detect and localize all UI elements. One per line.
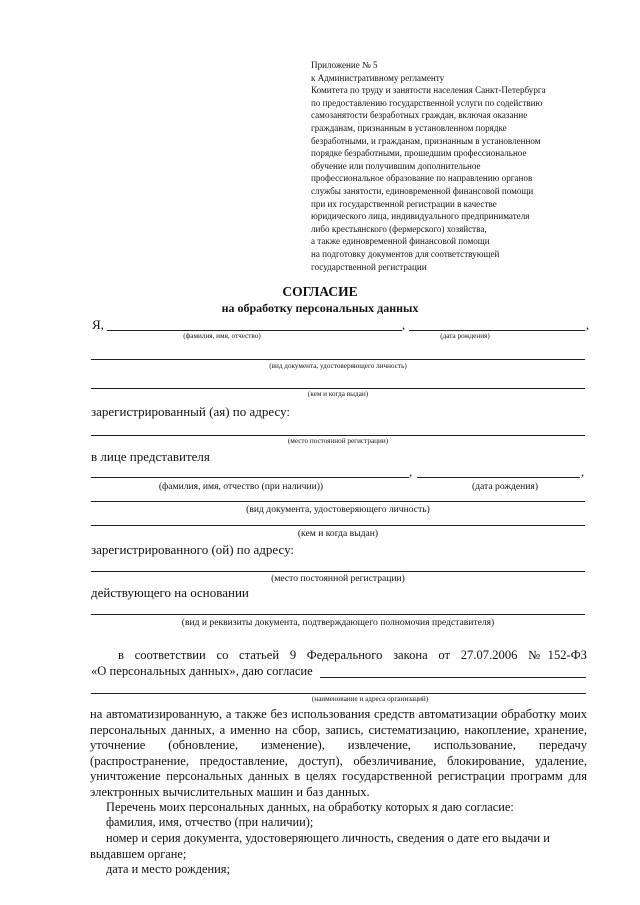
appendix-line: Комитета по труду и занятости населения Санкт-Петербурга bbox=[311, 85, 546, 96]
ya-label: Я, bbox=[92, 317, 104, 332]
appendix-line: порядке безработными, прошедшим профессиональное bbox=[311, 148, 527, 159]
fio-caption: (фамилия, имя, отчество) bbox=[183, 332, 261, 340]
appendix-line: на подготовку документов для соответствующей bbox=[311, 248, 500, 259]
birthdate-caption: (дата рождения) bbox=[440, 332, 490, 340]
document-subtitle: на обработку персональных данных bbox=[221, 301, 419, 315]
authority-document-caption: (вид и реквизиты документа, подтверждающего полномочия представителя) bbox=[181, 617, 495, 628]
appendix-line: службы занятости, единовременной финансовой помощи bbox=[311, 185, 534, 196]
appendix-line: либо крестьянского (фермерского) хозяйства, bbox=[311, 223, 487, 234]
rep-fio-caption: (фамилия, имя, отчество (при наличии)) bbox=[158, 481, 324, 492]
comma-separator: , bbox=[409, 465, 413, 479]
rep-id-document-field[interactable] bbox=[91, 501, 585, 502]
issued-by-caption: (кем и когда выдан) bbox=[307, 390, 369, 398]
document-title: СОГЛАСИЕ bbox=[282, 284, 358, 299]
rep-registration-caption: (место постоянной регистрации) bbox=[271, 573, 405, 584]
acting-basis-label: действующего на основании bbox=[91, 585, 249, 600]
appendix-line: профессиональное образование по направлению органов bbox=[311, 173, 533, 184]
appendix-line: Приложение № 5 bbox=[311, 60, 378, 70]
rep-registered-address-label: зарегистрированного (ой) по адресу: bbox=[91, 542, 295, 557]
registration-address-field[interactable] bbox=[91, 435, 585, 436]
registered-address-label: зарегистрированный (ая) по адресу: bbox=[91, 404, 291, 419]
accordance-text: в соответствии со статьей 9 Федерального закона от 27.07.2006 №152-ФЗ bbox=[118, 648, 587, 662]
data-list-intro: Перечень моих персональных данных, на обработку которых я даю согласие: bbox=[106, 800, 514, 814]
birthdate-field[interactable] bbox=[409, 330, 585, 331]
appendix-line: а также единовременной финансовой помощи bbox=[311, 236, 490, 247]
appendix-line: безработными, и гражданам, признанным в установленном bbox=[311, 135, 541, 146]
consent-paragraph: на автоматизированную, а также без использования средств автоматизации обработку моих персональных данных, а именно на сбор, запись, систематизацию, накопление, хранение, уточнение (обновление, изменение), извлечение, использование, передачу (распространение, предоставление, доступ), обезличивание, блокирование, удаление, уничтожение персональных данных в целях государственной регистрации программ для электронных вычислительных машин и баз данных. bbox=[90, 707, 587, 799]
rep-birthdate-field[interactable] bbox=[417, 477, 580, 478]
appendix-line: государственной регистрации bbox=[311, 261, 427, 272]
rep-fio-field[interactable] bbox=[91, 477, 409, 478]
appendix-line: при их государственной регистрации в качестве bbox=[311, 198, 497, 209]
appendix-line: по предоставлению государственной услуги по содействию bbox=[311, 97, 543, 108]
appendix-block bbox=[311, 59, 611, 273]
rep-issued-by-caption: (кем и когда выдан) bbox=[297, 528, 379, 539]
law-name-text: «О персональных данных», даю согласие bbox=[91, 664, 313, 678]
id-document-field[interactable] bbox=[91, 359, 585, 360]
organization-field-2[interactable] bbox=[91, 693, 586, 694]
data-list-item: дата и место рождения; bbox=[106, 862, 230, 876]
rep-issued-by-field[interactable] bbox=[91, 525, 585, 526]
comma-separator: , bbox=[402, 318, 406, 332]
appendix-line: гражданам, признанным в установленном порядке bbox=[311, 122, 507, 133]
appendix-line: самозанятости безработных граждан, включая оказание bbox=[311, 110, 528, 121]
issued-by-field[interactable] bbox=[91, 388, 585, 389]
organization-field[interactable] bbox=[320, 677, 586, 678]
data-list-item: номер и серия документа, удостоверяющего личность, сведения о дате его выдачи и выдавшем органе; bbox=[90, 831, 550, 861]
rep-registration-address-field[interactable] bbox=[91, 571, 585, 572]
comma-separator: , bbox=[586, 318, 590, 332]
organization-caption: (наименование и адреса организаций) bbox=[311, 695, 429, 703]
appendix-line: юридического лица, индивидуального предпринимателя bbox=[311, 211, 530, 222]
authority-document-field[interactable] bbox=[91, 614, 585, 615]
representative-label: в лице представителя bbox=[91, 449, 210, 464]
appendix-line: к Административному регламенту bbox=[311, 72, 445, 83]
rep-birthdate-caption: (дата рождения) bbox=[471, 481, 539, 492]
rep-id-document-caption: (вид документа, удостоверяющего личность) bbox=[246, 504, 430, 515]
registration-caption: (место постоянной регистрации) bbox=[287, 437, 389, 445]
appendix-line: обучение или получившим дополнительное bbox=[311, 160, 481, 171]
data-list-item: фамилия, имя, отчество (при наличии); bbox=[106, 815, 314, 829]
comma-separator: , bbox=[581, 465, 585, 479]
fio-field[interactable] bbox=[107, 330, 402, 331]
id-document-caption: (вид документа, удостоверяющего личность) bbox=[269, 362, 407, 370]
